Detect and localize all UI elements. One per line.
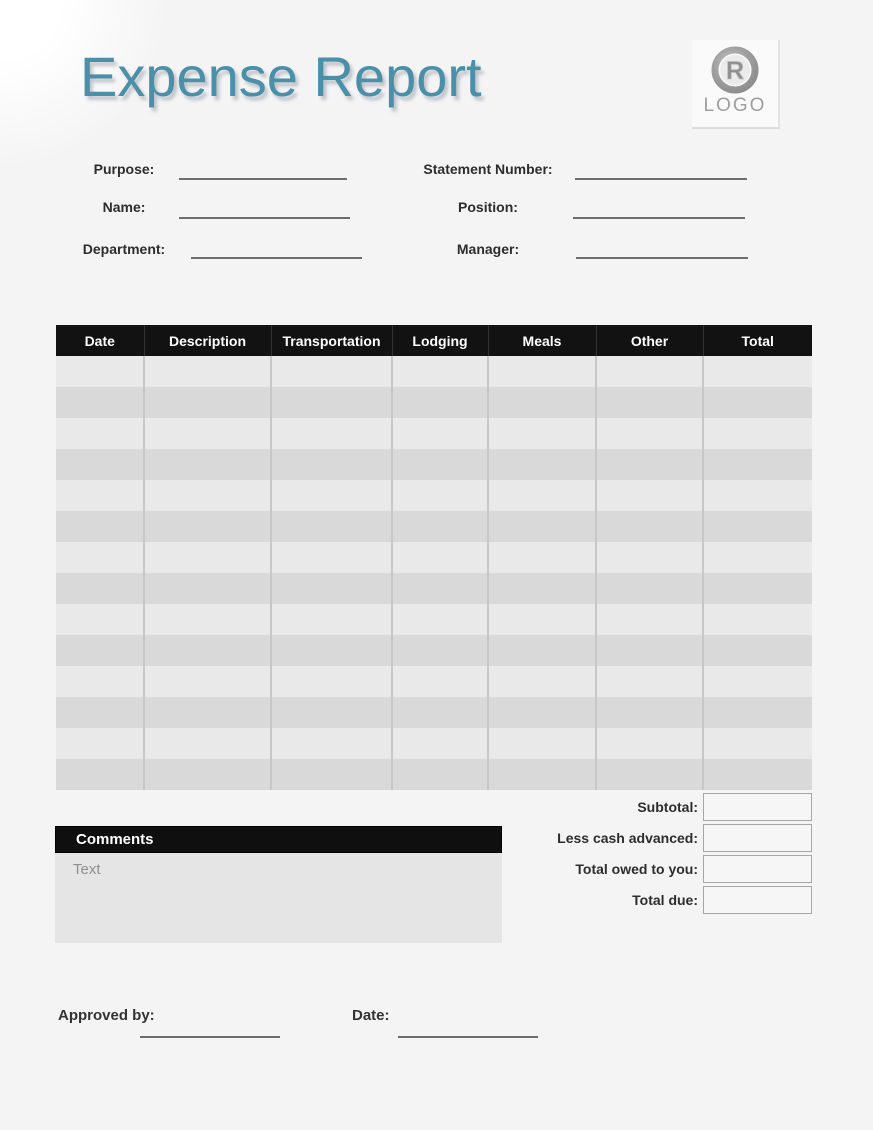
less-cash-advanced-label: Less cash advanced: [557, 830, 698, 846]
table-cell[interactable] [56, 759, 144, 790]
table-cell[interactable] [144, 635, 271, 666]
date-label: Date: [352, 1007, 390, 1024]
table-cell[interactable] [56, 418, 144, 449]
table-cell[interactable] [392, 759, 488, 790]
logo [692, 40, 780, 129]
table-cell[interactable] [488, 573, 596, 604]
table-cell[interactable] [596, 573, 703, 604]
table-cell[interactable] [703, 480, 812, 511]
table-row [56, 635, 812, 666]
total-owed-value-box[interactable] [703, 855, 812, 883]
table-cell[interactable] [488, 542, 596, 573]
table-cell[interactable] [144, 759, 271, 790]
table-cell[interactable] [392, 356, 488, 387]
table-cell[interactable] [144, 449, 271, 480]
registered-trademark-icon [711, 46, 759, 94]
table-cell[interactable] [488, 666, 596, 697]
table-row [56, 449, 812, 480]
purpose-label: Purpose: [93, 161, 155, 177]
column-header-other: Other [596, 325, 703, 356]
table-cell[interactable] [144, 480, 271, 511]
less-cash-advanced-value-box[interactable] [703, 824, 812, 852]
logo-label: LOGO [703, 95, 767, 116]
table-cell[interactable] [392, 542, 488, 573]
table-cell[interactable] [56, 666, 144, 697]
table-cell[interactable] [144, 728, 271, 759]
table-row [56, 418, 812, 449]
comments-section [55, 826, 502, 943]
table-cell[interactable] [596, 387, 703, 418]
table-cell[interactable] [56, 635, 144, 666]
table-cell[interactable] [488, 356, 596, 387]
table-cell[interactable] [488, 511, 596, 542]
table-cell[interactable] [271, 356, 392, 387]
table-cell[interactable] [144, 542, 271, 573]
purpose-input[interactable] [179, 178, 347, 180]
total-owed-label: Total owed to you: [575, 861, 698, 877]
table-cell[interactable] [596, 666, 703, 697]
table-cell[interactable] [56, 387, 144, 418]
table-cell[interactable] [596, 449, 703, 480]
table-cell[interactable] [703, 418, 812, 449]
table-cell[interactable] [703, 542, 812, 573]
table-cell[interactable] [56, 697, 144, 728]
table-cell[interactable] [144, 573, 271, 604]
table-cell[interactable] [488, 635, 596, 666]
table-cell[interactable] [271, 387, 392, 418]
table-cell[interactable] [488, 449, 596, 480]
name-label: Name: [102, 199, 146, 215]
approved-by-label: Approved by: [58, 1007, 155, 1024]
statement-number-input[interactable] [575, 178, 747, 180]
table-cell[interactable] [392, 418, 488, 449]
table-cell[interactable] [271, 573, 392, 604]
table-cell[interactable] [488, 480, 596, 511]
summary-boxes [703, 793, 812, 917]
table-cell[interactable] [703, 604, 812, 635]
expense-table-body [56, 356, 812, 790]
manager-label: Manager: [456, 241, 520, 257]
statement-number-label: Statement Number: [423, 161, 553, 177]
table-row [56, 480, 812, 511]
table-cell[interactable] [596, 697, 703, 728]
table-cell[interactable] [596, 542, 703, 573]
table-cell[interactable] [488, 728, 596, 759]
table-cell[interactable] [488, 387, 596, 418]
table-cell[interactable] [271, 542, 392, 573]
table-cell[interactable] [703, 387, 812, 418]
table-cell[interactable] [703, 511, 812, 542]
column-header-total: Total [703, 325, 812, 356]
column-header-transportation: Transportation [271, 325, 392, 356]
column-header-lodging: Lodging [392, 325, 488, 356]
table-cell[interactable] [392, 697, 488, 728]
table-cell[interactable] [271, 759, 392, 790]
column-header-date: Date [56, 325, 144, 356]
table-cell[interactable] [271, 511, 392, 542]
comments-textarea[interactable]: Text [55, 853, 502, 943]
table-cell[interactable] [56, 573, 144, 604]
table-cell[interactable] [144, 356, 271, 387]
table-cell[interactable] [703, 449, 812, 480]
department-input[interactable] [191, 257, 362, 259]
table-cell[interactable] [56, 356, 144, 387]
table-row [56, 697, 812, 728]
total-due-label: Total due: [632, 892, 698, 908]
table-cell[interactable] [596, 635, 703, 666]
table-cell[interactable] [271, 635, 392, 666]
table-cell[interactable] [392, 480, 488, 511]
table-cell[interactable] [271, 449, 392, 480]
position-label: Position: [458, 199, 518, 215]
table-cell[interactable] [596, 604, 703, 635]
total-due-value-box[interactable] [703, 886, 812, 914]
table-cell[interactable] [56, 542, 144, 573]
table-cell[interactable] [144, 604, 271, 635]
table-cell[interactable] [703, 666, 812, 697]
table-cell[interactable] [271, 697, 392, 728]
table-cell[interactable] [488, 697, 596, 728]
table-cell[interactable] [144, 387, 271, 418]
table-cell[interactable] [144, 697, 271, 728]
table-row [56, 604, 812, 635]
approved-by-input[interactable] [140, 1036, 280, 1038]
table-cell[interactable] [392, 728, 488, 759]
table-cell[interactable] [271, 666, 392, 697]
table-cell[interactable] [56, 480, 144, 511]
subtotal-value-box[interactable] [703, 793, 812, 821]
table-cell[interactable] [392, 635, 488, 666]
table-cell[interactable] [392, 387, 488, 418]
table-cell[interactable] [144, 418, 271, 449]
table-row [56, 511, 812, 542]
table-cell[interactable] [56, 449, 144, 480]
table-cell[interactable] [703, 697, 812, 728]
svg-text:R: R [725, 57, 745, 85]
table-cell[interactable] [56, 604, 144, 635]
table-cell[interactable] [271, 480, 392, 511]
table-cell[interactable] [596, 511, 703, 542]
table-cell[interactable] [596, 759, 703, 790]
table-cell[interactable] [392, 573, 488, 604]
table-cell[interactable] [596, 356, 703, 387]
position-input[interactable] [573, 217, 745, 219]
table-cell[interactable] [596, 418, 703, 449]
table-cell[interactable] [596, 480, 703, 511]
expense-table [56, 325, 812, 790]
table-cell[interactable] [392, 666, 488, 697]
column-header-meals: Meals [488, 325, 596, 356]
table-cell[interactable] [271, 728, 392, 759]
table-cell[interactable] [488, 759, 596, 790]
table-cell[interactable] [271, 604, 392, 635]
name-input[interactable] [179, 217, 350, 219]
table-cell[interactable] [392, 511, 488, 542]
table-cell[interactable] [56, 511, 144, 542]
table-row [56, 759, 812, 790]
table-cell[interactable] [703, 635, 812, 666]
comments-header: Comments [55, 826, 502, 853]
table-cell[interactable] [488, 604, 596, 635]
column-header-description: Description [144, 325, 271, 356]
table-cell[interactable] [703, 356, 812, 387]
table-cell[interactable] [144, 666, 271, 697]
table-cell[interactable] [392, 449, 488, 480]
table-row [56, 666, 812, 697]
table-cell[interactable] [144, 511, 271, 542]
table-cell[interactable] [56, 728, 144, 759]
table-row [56, 573, 812, 604]
table-row [56, 728, 812, 759]
table-cell[interactable] [392, 604, 488, 635]
table-row [56, 542, 812, 573]
manager-input[interactable] [576, 257, 748, 259]
table-cell[interactable] [271, 418, 392, 449]
date-input[interactable] [398, 1036, 538, 1038]
page-title: Expense Report [80, 45, 482, 108]
subtotal-label: Subtotal: [637, 799, 698, 815]
table-cell[interactable] [703, 728, 812, 759]
table-cell[interactable] [596, 728, 703, 759]
expense-table-head [56, 325, 812, 356]
table-cell[interactable] [488, 418, 596, 449]
table-row [56, 387, 812, 418]
department-label: Department: [82, 241, 166, 257]
table-row [56, 356, 812, 387]
table-cell[interactable] [703, 759, 812, 790]
table-cell[interactable] [703, 573, 812, 604]
expense-table-header-row [56, 325, 812, 356]
